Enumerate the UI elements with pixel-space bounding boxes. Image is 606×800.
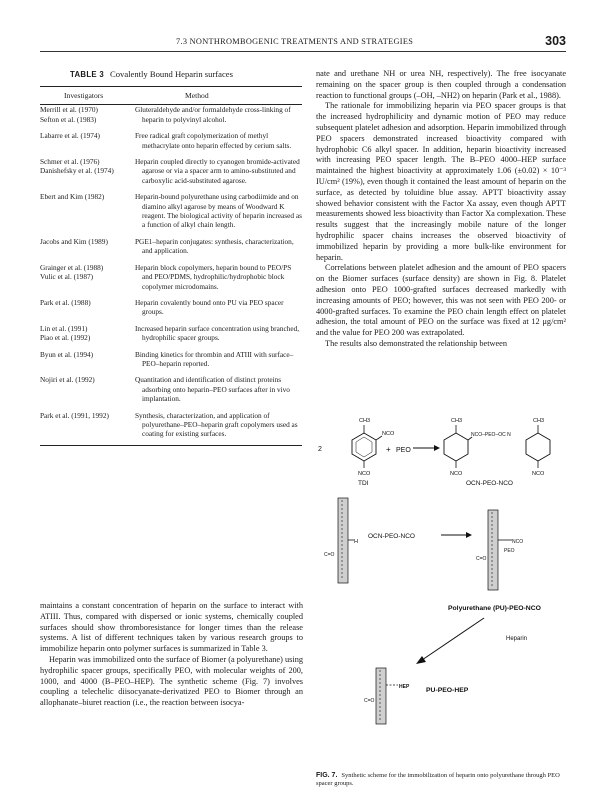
method-text: PGE1–heparin conjugates: synthesis, characterization, and application. xyxy=(135,236,294,256)
pu-peo-nco-label: Polyurethane (PU)-PEO-NCO xyxy=(448,605,541,612)
method-text: Synthesis, characterization, and application of polyurethane–PEO–heparin graft copolymers used as coating for existing surfaces. xyxy=(135,410,298,439)
investigators-cell: Lin et al. (1991) Piao et al. (1992) xyxy=(40,323,91,343)
pu-surface xyxy=(488,510,498,590)
table-row xyxy=(40,157,302,192)
paragraph: Heparin was immobilized onto the surface of Biomer (a polyurethane) using hydrophilic spacer groups, specifically PEO, with molecular weights of 200, 1000, and 4000 (B–PEO–HEP). The synthetic scheme (Fig. 7) involves coupling a telechelic diisocyanate-derivatized PEO to Biomer through an allophanate–biuret reaction (i.e., the reaction between isocya- xyxy=(40,654,303,708)
table-body xyxy=(40,105,302,445)
table-caption-text: Covalently Bound Heparin surfaces xyxy=(110,69,233,79)
method-text: Heparin-bound polyurethane using carbodiimide and on diamino alkyl agarose by means of Woodward K reagent. The biological activity of heparin increased as a function of alkyl chain length. xyxy=(135,192,302,230)
ch3-label: CH3 xyxy=(359,418,371,424)
left-column-text xyxy=(40,601,303,709)
method-cell xyxy=(135,350,302,376)
method-cell xyxy=(135,105,302,131)
investigators-cell: Labarre et al. (1974) xyxy=(40,131,100,141)
pu-surface xyxy=(376,668,386,724)
method-text: Increased heparin surface concentration using branched, hydrophilic spacer groups. xyxy=(135,323,300,343)
running-head xyxy=(40,36,566,52)
header-method: Method xyxy=(135,87,302,105)
investigators-cell: Byun et al. (1994) xyxy=(40,349,94,359)
tdi-ring-inner xyxy=(356,437,372,457)
paragraph: nate and urethane NH or urea NH, respectively). The free isocyanate remaining on the spacer group is then coupled through a condensation reaction to functional groups (–OH, –NH2) on heparin (Park et al., 1988). xyxy=(316,69,566,100)
investigators-cell: Grainger et al. (1988) Vulic et al. (1987) xyxy=(40,262,104,282)
product-ring-right xyxy=(526,433,550,461)
plus-sign: + xyxy=(386,445,391,454)
paragraph: maintains a constant concentration of heparin on the surface to interact with ATIII. Thus, compared with dispersed or ionic systems, chemically coupled surfaces should show thromboresistance for longer times than the release systems. A list of different techniques taken by various research groups to immobilize heparin onto polymer surfaces is summarized in Table 3. xyxy=(40,601,303,654)
hep-label: HEP xyxy=(399,684,410,690)
method-text: Gluteraldehyde and/or formaldehyde cross-linking of heparin to polyvinyl alcohol. xyxy=(135,105,291,124)
header-investigators: Investigators xyxy=(40,87,135,105)
ocn-peo-nco-label: OCN-PEO-NCO xyxy=(466,480,513,487)
heparin-label: Heparin xyxy=(506,636,528,642)
table-row xyxy=(40,192,302,237)
product-ring-left xyxy=(444,433,468,461)
ocn-peo-nco-reagent: OCN-PEO-NCO xyxy=(368,533,415,540)
method-text: Heparin covalently bound onto PU via PEO spacer groups. xyxy=(135,297,284,317)
c-eq-o-label: C=O xyxy=(476,556,487,562)
table-row xyxy=(40,324,302,350)
table-caption xyxy=(70,69,302,79)
nco-label: NCO xyxy=(512,539,524,545)
ch3-label: CH3 xyxy=(533,418,545,424)
method-cell xyxy=(135,131,302,157)
h-label: H xyxy=(354,539,358,545)
method-text: Quantitation and identification of distinct proteins adsorbing onto heparin–PEO surfaces after in vivo implantation. xyxy=(135,375,290,404)
investigators-cell: Park et al. (1988) xyxy=(40,297,91,307)
figure-caption xyxy=(316,772,566,789)
page-number: 303 xyxy=(545,34,566,48)
investigators-cell: Park et al. (1991, 1992) xyxy=(40,411,135,446)
peo-reagent: PEO xyxy=(396,447,411,454)
method-text: Free radical graft copolymerization of methyl methacrylate onto heparin effected by cerium salts. xyxy=(135,131,292,150)
investigators-cell: Ebert and Kim (1982) xyxy=(40,192,105,202)
table-row xyxy=(40,263,302,298)
figure-caption-text: Synthetic scheme for the immobilization of heparin onto polyurethane through PEO spacer groups. xyxy=(316,772,560,788)
coefficient: 2 xyxy=(318,446,322,453)
nco-label: NCO xyxy=(358,471,371,477)
method-cell xyxy=(135,263,302,298)
synthesis-scheme xyxy=(316,390,566,726)
figure-7 xyxy=(316,390,566,726)
c-eq-o-label: C=O xyxy=(324,552,335,558)
table-row xyxy=(40,105,302,131)
investigators-cell: Nojiri et al. (1992) xyxy=(40,375,95,385)
figure-label: FIG. 7. xyxy=(316,772,338,779)
table-3 xyxy=(40,69,302,446)
pu-surface xyxy=(338,498,348,583)
investigators-cell: Schmer et al. (1976) Danishefsky et al. (1974) xyxy=(40,157,114,176)
nco-label: NCO xyxy=(450,471,463,477)
investigators-cell: Merrill et al. (1970) Sefton et al. (1983) xyxy=(40,105,98,124)
method-cell xyxy=(135,324,302,350)
method-cell xyxy=(135,375,302,410)
method-cell xyxy=(135,411,302,446)
table-row xyxy=(40,350,302,376)
peo-label: PEO xyxy=(504,548,515,554)
investigators-cell: Jacobs and Kim (1989) xyxy=(40,236,108,246)
paragraph: The rationale for immobilizing heparin via PEO spacer groups is that the increased hydrophilicity and dynamic motion of PEO may reduce subsequent platelet adhesion and adsorption. Heparin immobilized through PEO spacers demonstrated increased bioactivity compared with hydrophobic C6 alkyl spacer. In addition, heparin bioactivity increased with increasing PEO spacer length. The B–PEO 4000–HEP surface maintained the highest bioactivity at approximately 1.06 (±0.02) × 10⁻³ IU/cm² (19%), even though it contained the least amount of heparin on the surface, as detected by toluidine blue assay. APTT bioactivity assay showed behavior consistent with the Factor Xa assay, even though APTT measurements showed less bioactivity than Factor Xa complexation. These results suggest that the increasingly mobile nature of the longer hydrophilic spacer chains increases the observed bioactivity of immobilized heparin by providing a more bulk-like environment for heparin. xyxy=(316,101,566,262)
table-row xyxy=(40,237,302,263)
method-text: Heparin coupled directly to cyanogen bromide-activated agarose or via a spacer arm to amino-substituted and carboxylic acid-substituted agarose. xyxy=(135,157,300,185)
pu-peo-hep-label: PU-PEO-HEP xyxy=(426,687,469,694)
nco-label: NCO xyxy=(532,471,545,477)
method-text: Binding kinetics for thrombin and ATIII with surface–PEO–heparin reported. xyxy=(135,349,294,368)
table-row xyxy=(40,298,302,324)
paragraph: Correlations between platelet adhesion and the amount of PEO spacers on the Biomer surfaces (surface density) are shown in Fig. 8. Platelet adhesion onto PEO 1000-grafted surfaces decreased markedly with increasing amounts of PEO; however, this was not seen with PEO 200- or 4000-grafted surfaces. To examine the PEO chain length effect on platelet adhesion, the total amount of PEO on the surface was fixed at 12 μg/cm² and the value for PEO 200 was extrapolated. xyxy=(316,263,566,338)
method-text: Heparin block copolymers, heparin bound to PEO/PS and PEO/PDMS, hydrophilic/hydrophobic block copolymer microdomains. xyxy=(135,262,292,291)
table-label: TABLE 3 xyxy=(70,70,105,79)
tdi-label: TDI xyxy=(358,480,369,487)
right-column-text xyxy=(316,69,566,350)
ch3-label: CH3 xyxy=(451,418,463,424)
heparin-table xyxy=(40,86,302,446)
table-row xyxy=(40,375,302,410)
method-cell xyxy=(135,192,302,237)
linker-label: NCO–PEO–OC N xyxy=(471,432,511,438)
c-eq-o-label: C=O xyxy=(364,698,375,704)
table-row xyxy=(40,411,302,446)
section-title: 7.3 NONTHROMBOGENIC TREATMENTS AND STRATEGIES xyxy=(176,37,414,46)
paragraph: The results also demonstrated the relationship between xyxy=(325,338,508,348)
method-cell xyxy=(135,237,302,263)
method-cell xyxy=(135,298,302,324)
nco-label: NCO xyxy=(382,431,395,437)
table-row xyxy=(40,131,302,157)
reaction-arrow xyxy=(422,618,484,660)
method-cell xyxy=(135,157,302,192)
